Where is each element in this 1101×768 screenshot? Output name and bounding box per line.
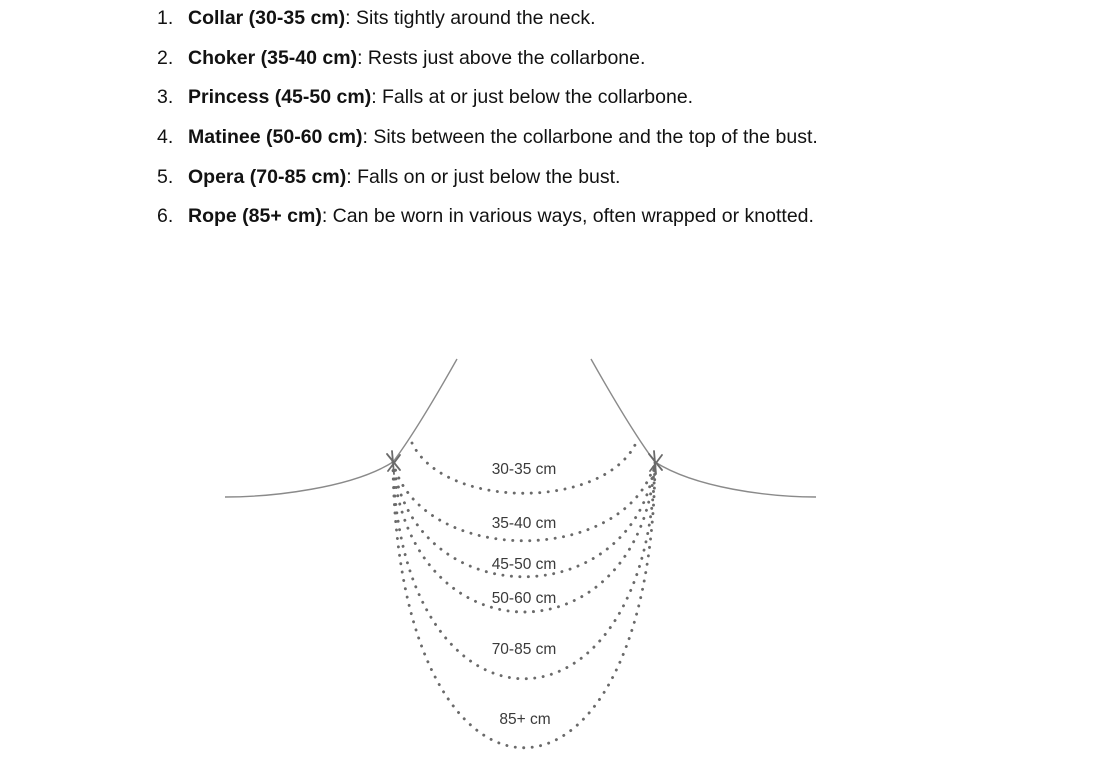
list-item-term: Choker (35-40 cm) <box>188 46 358 69</box>
list-item-description: : Rests just above the collarbone. <box>357 46 646 69</box>
list-item-term: Collar (30-35 cm) <box>188 7 346 29</box>
list-item-description: : Falls on or just below the bust. <box>346 165 621 188</box>
list-item-number: 3. <box>157 86 174 109</box>
list-item-number: 1. <box>157 7 174 29</box>
body-outline-right <box>591 359 816 497</box>
necklace-label-opera: 70-85 cm <box>491 641 557 658</box>
necklace-label-collar: 30-35 cm <box>491 461 557 478</box>
list-item-description: : Sits between the collarbone and the top of the bust. <box>362 125 818 148</box>
list-item-term: Matinee (50-60 cm) <box>188 125 363 148</box>
necklace-label-choker: 35-40 cm <box>491 515 557 532</box>
list-item-description: : Falls at or just below the collarbone. <box>371 86 694 109</box>
necklace-label-matinee: 50-60 cm <box>491 590 557 607</box>
list-item-description: : Sits tightly around the neck. <box>345 7 596 29</box>
necklace-label-princess: 45-50 cm <box>491 556 557 573</box>
list-item-number: 5. <box>157 165 174 188</box>
list-item-term: Opera (70-85 cm) <box>188 165 347 188</box>
list-item-number: 4. <box>157 125 174 148</box>
body-outline-left <box>225 359 457 497</box>
list-item-number: 6. <box>157 205 174 228</box>
list-item-number: 2. <box>157 46 174 69</box>
list-item-term: Rope (85+ cm) <box>188 205 322 228</box>
list-item-description: : Can be worn in various ways, often wrapped or knotted. <box>321 205 814 228</box>
list-item-term: Princess (45-50 cm) <box>188 86 372 109</box>
necklace-label-rope: 85+ cm <box>499 711 551 728</box>
